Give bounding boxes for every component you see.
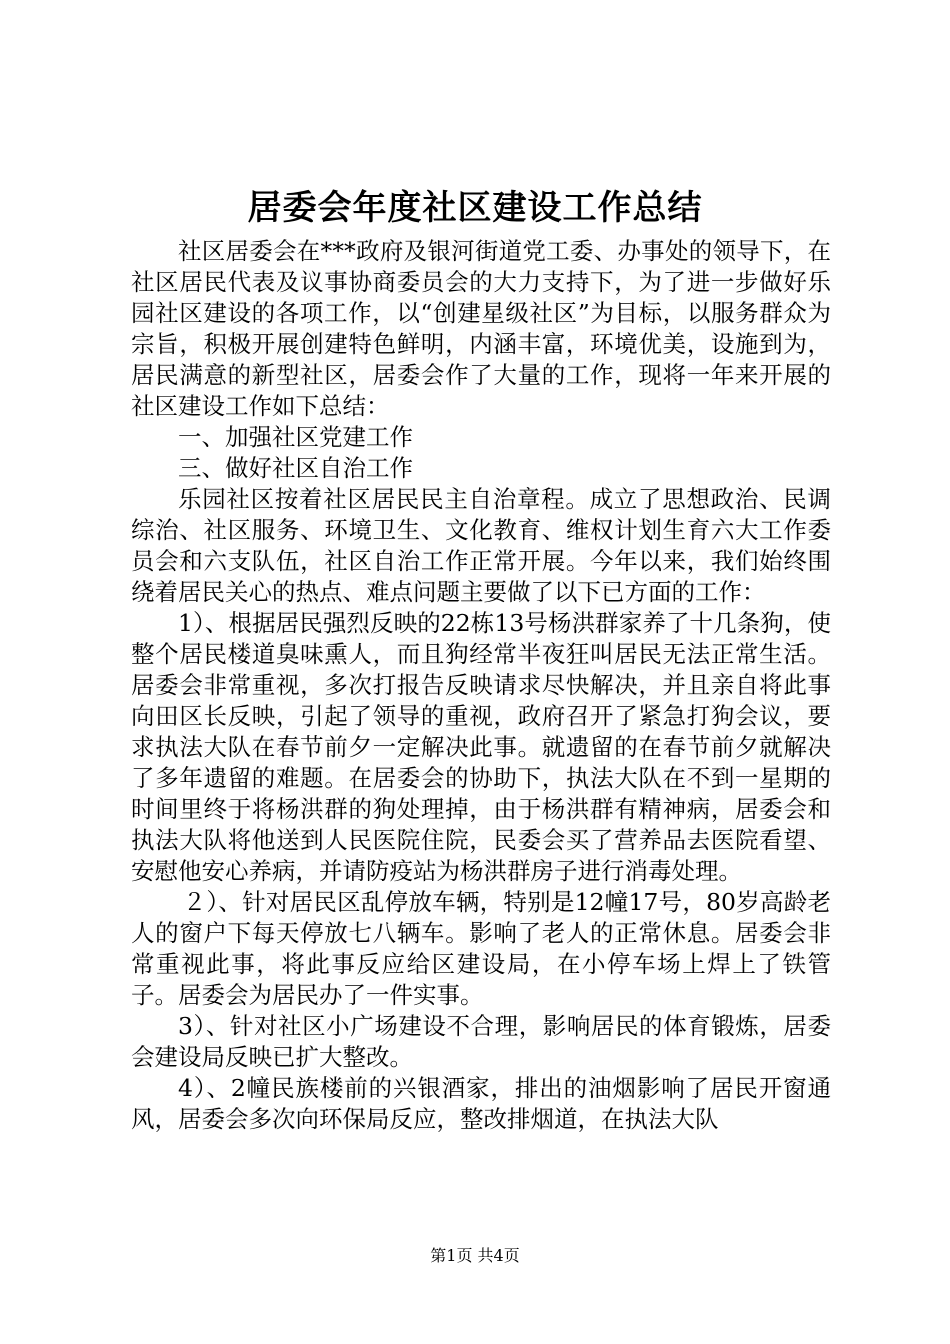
- document-title: 居委会年度社区建设工作总结: [247, 188, 703, 228]
- paragraph-self-governance: 乐园社区按着社区居民民主自治章程。成立了思想政治、民调综治、社区服务、环境卫生、文化教育、维权计划生育六大工作委员会和六支队伍，社区自治工作正常开展。今年以来，我们始终围绕着居民关心的热点、难点问题主要做了以下已方面的工作：: [131, 485, 831, 606]
- paragraph-intro: 社区居委会在***政府及银河街道党工委、办事处的领导下，在社区居民代表及议事协商委员会的大力支持下，为了进一步做好乐园社区建设的各项工作，以“创建星级社区”为目标，以服务群众为宗旨，积极开展创建特色鲜明，内涵丰富，环境优美，设施到为，居民满意的新型社区，居委会作了大量的工作，现将一年来开展的社区建设工作如下总结：: [131, 237, 831, 420]
- section-heading-3: 三、做好社区自治工作: [178, 454, 413, 482]
- paragraph-item-1: 1）、根据居民强烈反映的22栋13号杨洪群家养了十几条狗，使整个居民楼道臭味熏人，而且狗经常半夜狂叫居民无法正常生活。居委会非常重视，多次打报告反映请求尽快解决，并且亲自将此事向田区长反映，引起了领导的重视，政府召开了紧急打狗会议，要求执法大队在春节前夕一定解决此事。就遗留的在春节前夕就解决了多年遗留的难题。在居委会的协助下，执法大队在不到一星期的时间里终于将杨洪群的狗处理掉，由于杨洪群有精神病，居委会和执法大队将他送到人民医院住院，民委会买了营养品去医院看望、安慰他安心养病，并请防疫站为杨洪群房子进行消毒处理。: [131, 609, 831, 885]
- section-heading-1: 一、加强社区党建工作: [178, 423, 413, 451]
- page-number-footer: 第1页 共4页: [430, 1246, 520, 1265]
- paragraph-item-2: ２）、针对居民区乱停放车辆，特别是12幢17号，80岁高龄老人的窗户下每天停放七八辆车。影响了老人的正常休息。居委会非常重视此事，将此事反应给区建设局，在小停车场上焊上了铁管子。居委会为居民办了一件实事。: [131, 888, 831, 1009]
- paragraph-item-3: 3）、针对社区小广场建设不合理，影响居民的体育锻炼，居委会建设局反映已扩大整改。: [131, 1012, 831, 1071]
- document-body: [131, 236, 831, 1135]
- paragraph-item-4: 4）、2幢民族楼前的兴银酒家，排出的油烟影响了居民开窗通风，居委会多次向环保局反应，整改排烟道，在执法大队: [131, 1074, 831, 1133]
